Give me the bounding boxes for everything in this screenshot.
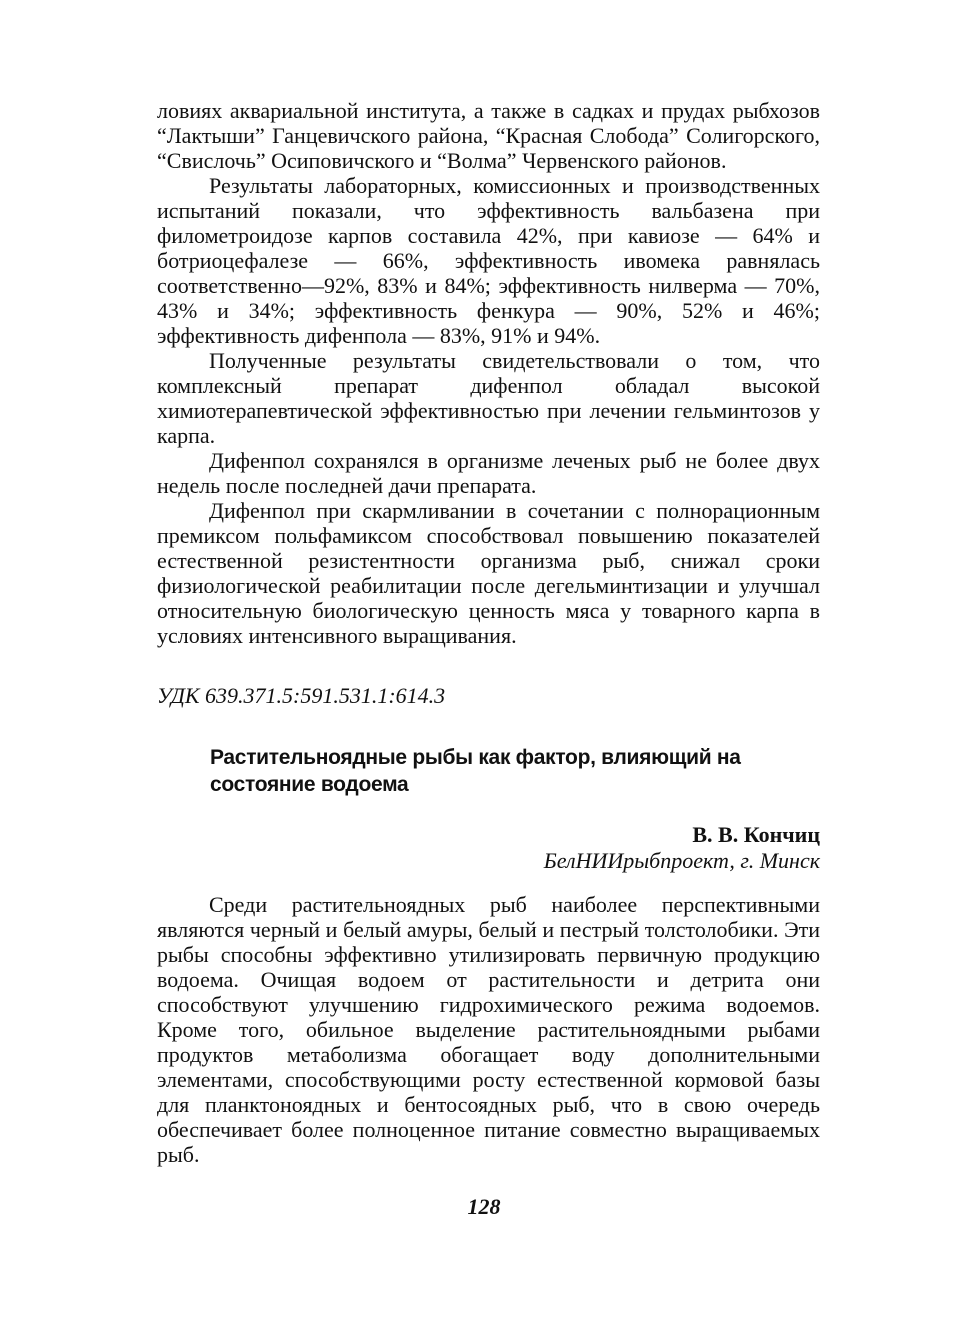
article-author: В. В. Кончиц <box>692 822 820 847</box>
paragraph-herbivorous-fish: Среди растительноядных рыб наиболее перспективными являются черный и белый амуры, белый и пестрый толстолобики. Эти рыбы способны эффективно утилизировать первичную продукцию водоема. Очищая водоем от растительности и детрита они способствуют улучшению гидрохимического режима водоемов. Кроме того, обильное выделение растительноядными рыбами продуктов метаболизма обогащает воду дополнительными элементами, способствующими росту естественной кормовой базы для планктоноядных и бентосоядных рыб, что в свою очередь обеспечивает более полноценное питание совместно выращиваемых рыб. <box>157 892 820 1167</box>
udk-code: УДК 639.371.5:591.531.1:614.3 <box>157 683 446 708</box>
paragraph-continuation: ловиях аквариальной института, а также в садках и прудах рыбхозов “Лактыши” Ганцевичского района, “Красная Слобода” Солигорского, “Свислочь” Осиповичского и “Волма” Червенского районов. <box>157 98 820 173</box>
paragraph-conclusion-efficacy: Полученные результаты свидетельствовали о том, что комплексный препарат дифенпол обладал высокой химиотерапевтической эффективностью при лечении гельминтозов у карпа. <box>157 348 820 448</box>
article-title: Растительноядные рыбы как фактор, влияющий на состояние водоема <box>210 746 741 796</box>
article-body <box>157 892 820 1167</box>
author-affiliation: БелНИИрыбпроект, г. Минск <box>543 848 820 873</box>
page-number: 128 <box>467 1194 501 1219</box>
paragraph-premix-effect: Дифенпол при скармливании в сочетании с полнорационным премиксом польфамиксом способствовал повышению показателей естественной резистентности организма рыб, снижал сроки физиологической реабилитации после дегельминтизации и улучшал относительную биологическую ценность мяса у товарного карпа в условиях интенсивного выращивания. <box>157 498 820 648</box>
paragraph-test-results: Результаты лабораторных, комиссионных и производственных испытаний показали, что эффективность вальбазена при филометроидозе карпов составила 42%, при кавиозе — 64% и ботриоцефалезе — 66%, эффективность ивомека равнялась соответственно—92%, 83% и 84%; эффективность нилверма — 70%, 43% и 34%; эффективность фенкура — 90%, 52% и 46%; эффективность дифенпола — 83%, 91% и 94%. <box>157 173 820 348</box>
previous-article-body <box>157 98 820 648</box>
paragraph-retention: Дифенпол сохранялся в организме леченых рыб не более двух недель после последней дачи препарата. <box>157 448 820 498</box>
